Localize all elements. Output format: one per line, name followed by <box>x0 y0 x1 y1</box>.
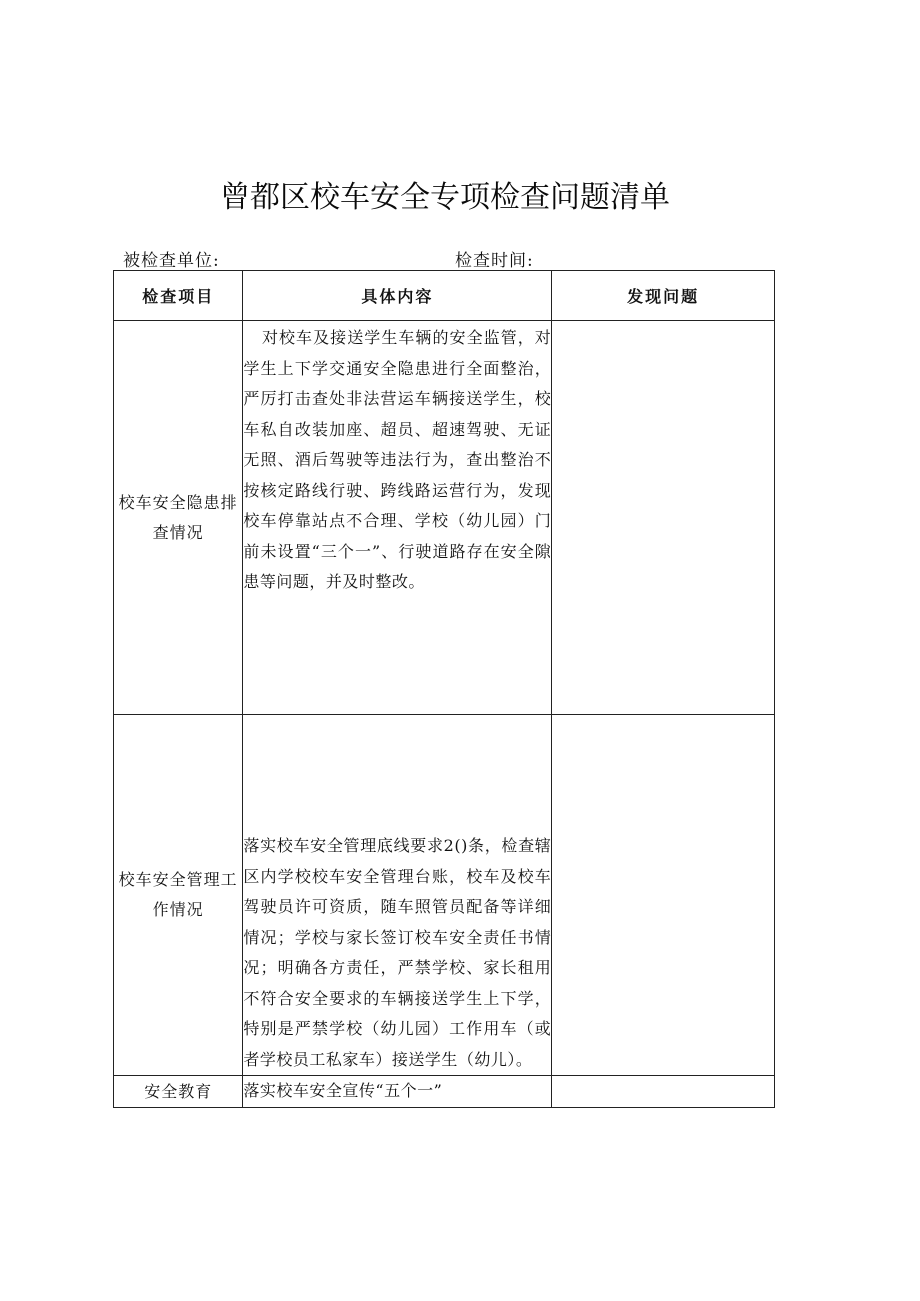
header-content: 具体内容 <box>243 271 552 321</box>
row-item-cell <box>114 1076 243 1108</box>
row-issue-cell[interactable] <box>552 1076 775 1108</box>
row-issue-cell[interactable] <box>552 715 775 1076</box>
header-item: 检查项目 <box>114 271 243 321</box>
row-item-cell <box>114 321 243 715</box>
row-content-cell <box>243 321 552 715</box>
row-item-label: 安全教育 <box>144 1081 213 1101</box>
row-item-label: 校车安全管理工作情况 <box>118 870 238 919</box>
row-content-cell <box>243 1076 552 1108</box>
row-content-cell <box>243 715 552 1076</box>
inspected-unit-label: 被检查单位: <box>123 251 220 271</box>
table-row <box>114 321 775 715</box>
row-content-text: 对校车及接送学生车辆的安全监管，对学生上下学交通安全隐患进行全面整治，严厉打击查处非法营运车辆接送学生，校车私自改装加座、超员、超速驾驶、无证无照、酒后驾驶等违法行为，查出整治不按核定路线行驶、跨线路运营行为，发现校车停靠站点不合理、学校（幼儿园）门前未设置“三个一”、行驶道路存在安全隙患等问题，并及时整改。 <box>243 328 552 591</box>
header-issue: 发现问题 <box>552 271 775 321</box>
page-title: 曾都区校车安全专项检查问题清单 <box>220 180 670 215</box>
row-issue-cell[interactable] <box>552 321 775 715</box>
table-header-row <box>114 271 775 321</box>
inspection-table <box>113 270 775 1108</box>
table-row <box>114 715 775 1076</box>
inspection-time-label: 检查时间: <box>455 251 534 271</box>
row-content-text: 落实校车安全宣传“五个一” <box>243 1081 443 1101</box>
row-item-label: 校车安全隐患排查情况 <box>118 492 238 542</box>
table-row <box>114 1076 775 1108</box>
row-item-cell <box>114 715 243 1076</box>
row-content-text: 落实校车安全管理底线要求2()条，检查辖区内学校校车安全管理台账，校车及校车驾驶员许可资质，随车照管员配备等详细情况；学校与家长签订校车安全责任书情况；明确各方责任，严禁学校、家长租用不符合安全要求的车辆接送学生上下学，特别是严禁学校（幼儿园）工作用车（或者学校员工私家车）接送学生（幼儿）。 <box>243 836 552 1069</box>
